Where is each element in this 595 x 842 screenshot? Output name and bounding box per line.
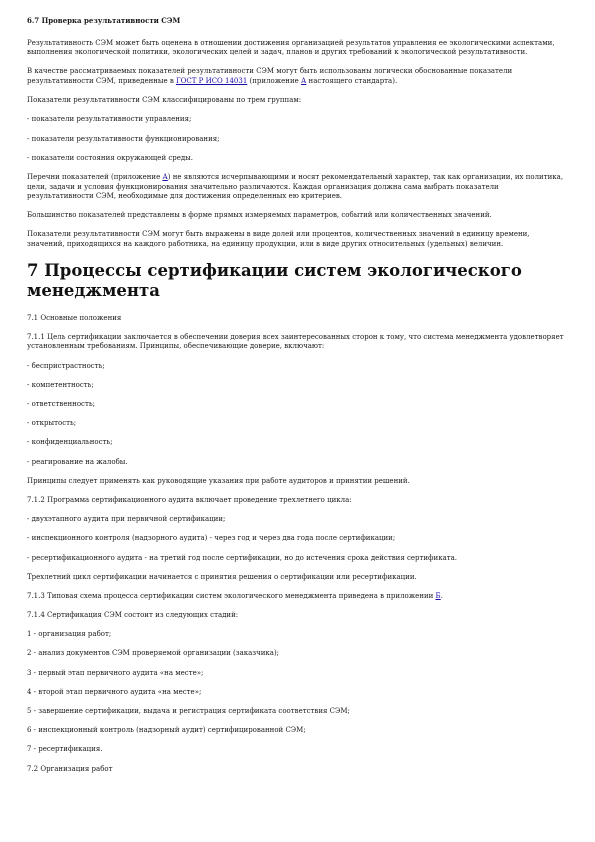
list-item: - показатели результативности функционирования; bbox=[27, 134, 220, 143]
list-item: - реагирование на жалобы. bbox=[27, 457, 128, 466]
list-item: 7 - ресертификация. bbox=[27, 745, 103, 754]
list-item: 5 - завершение сертификации, выдача и регистрация сертификата соответствия СЭМ; bbox=[27, 707, 350, 715]
list-item: 6 - инспекционный контроль (надзорный аудит) сертифицированной СЭМ; bbox=[27, 726, 306, 735]
text: 7.1.3 Типовая схема процесса сертификации систем экологического менеджмента приведена в приложении bbox=[27, 591, 436, 600]
gost-link[interactable]: ГОСТ Р ИСО 14031 bbox=[176, 76, 248, 85]
section-heading-6-7: 6.7 Проверка результативности СЭМ bbox=[27, 16, 181, 25]
list-item: - конфиденциальность; bbox=[27, 438, 113, 447]
subsection-heading-7-2: 7.2 Организация работ bbox=[27, 764, 113, 773]
appendix-a-link[interactable]: А bbox=[301, 76, 307, 85]
list-item: 2 - анализ документов СЭМ проверяемой организации (заказчика); bbox=[27, 649, 280, 658]
list-item: 4 - второй этап первичного аудита «на месте»; bbox=[27, 687, 202, 696]
list-item: - открытость; bbox=[27, 419, 77, 428]
list-item: - показатели результативности управления; bbox=[27, 115, 192, 124]
paragraph bbox=[27, 173, 565, 202]
paragraph bbox=[27, 67, 565, 86]
appendix-b-link[interactable]: Б bbox=[435, 591, 441, 600]
paragraph: Большинство показателей представлены в форме прямых измеряемых параметров, событий или количественных значений. bbox=[27, 211, 492, 220]
paragraph: Принципы следует применять как руководящие указания при работе аудиторов и принятии решений. bbox=[27, 476, 410, 485]
paragraph: Показатели результативности СЭМ могут быть выражены в виде долей или процентов, количественных значений в единицу времени, значений, приходящихся на каждого работника, на единицу продукции, или в виде других относительных (удельных) величин. bbox=[27, 230, 530, 249]
text: . bbox=[440, 591, 443, 600]
paragraph: Результативность СЭМ может быть оценена в отношении достижения организацией результатов управления ее экологическими аспектами, выполнения экологической политики, экологических целей и задач, планов и других требований к экологической результативности. bbox=[27, 38, 555, 57]
paragraph: 7.1.4 Сертификация СЭМ состоит из следующих стадий: bbox=[27, 611, 239, 620]
paragraph: Показатели результативности СЭМ классифицированы по трем группам: bbox=[27, 96, 302, 105]
list-item: - беспристрастность; bbox=[27, 361, 105, 370]
list-item: - ответственность; bbox=[27, 400, 96, 408]
text: В качестве рассматриваемых показателей результативности СЭМ могут быть использованы логически обоснованные показатели результативности СЭМ, приведенные в bbox=[27, 67, 513, 85]
appendix-a-link[interactable]: А bbox=[162, 172, 168, 181]
text: настоящего стандарта). bbox=[306, 76, 398, 85]
list-item: - ресертификационного аудита - на третий год после сертификации, но до истечения срока действия сертификата. bbox=[27, 553, 458, 562]
list-item: - инспекционного контроля (надзорного аудита) - через год и через два года после сертификации; bbox=[27, 534, 396, 543]
text: ) не являются исчерпывающими и носят рекомендательный характер, так как организации, их политика, цели, задачи и условия функционирования значительно различаются. Каждая организация должна сама выбрать показатели результативности СЭМ, необходимые для достижения определенных ею критериев. bbox=[27, 172, 564, 201]
section-title-7: 7 Процессы сертификации систем экологического менеджмента bbox=[27, 260, 522, 300]
list-item: - компетентность; bbox=[27, 380, 94, 389]
subsection-heading-7-1: 7.1 Основные положения bbox=[27, 313, 122, 322]
list-item: - показатели состояния окружающей среды. bbox=[27, 153, 193, 162]
list-item: - двухэтапного аудита при первичной сертификации; bbox=[27, 515, 226, 524]
text: Перечни показателей (приложение bbox=[27, 172, 163, 181]
paragraph bbox=[27, 592, 565, 602]
text: (приложение bbox=[247, 76, 302, 85]
list-item: 3 - первый этап первичного аудита «на месте»; bbox=[27, 668, 204, 677]
paragraph: 7.1.1 Цель сертификации заключается в обеспечении доверия всех заинтересованных сторон к тому, что система менеджмента удовлетворяет установленным требованиям. Принципы, обеспечивающие доверие, включают: bbox=[27, 332, 564, 351]
list-item: 1 - организация работ; bbox=[27, 630, 112, 639]
paragraph: Трехлетний цикл сертификации начинается с принятия решения о сертификации или ресертификации. bbox=[27, 572, 417, 581]
paragraph: 7.1.2 Программа сертификационного аудита включает проведение трехлетнего цикла: bbox=[27, 495, 352, 504]
